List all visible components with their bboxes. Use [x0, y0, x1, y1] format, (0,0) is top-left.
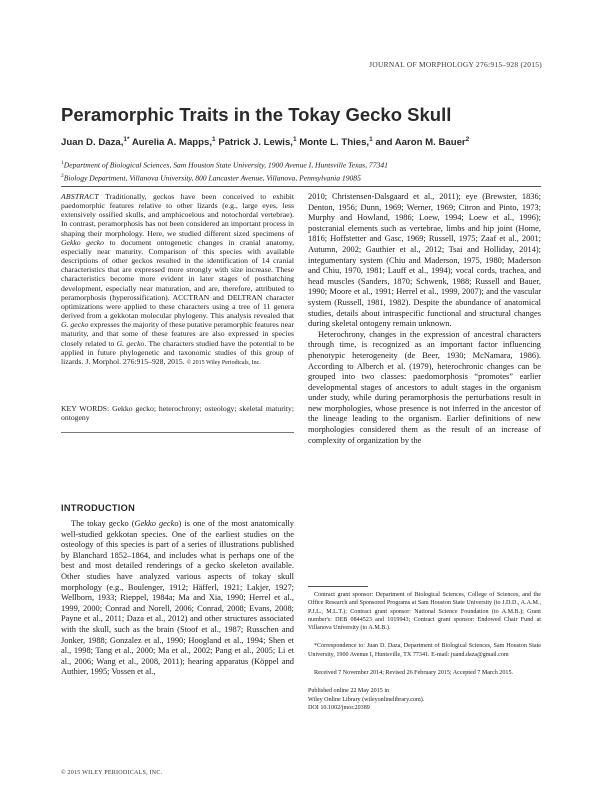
correspondence-footnote: *Correspondence to: Juan D. Daza, Department of Biological Sciences, Sam Houston State University, 1900 Avenue I, Huntsville, TX 77341. E-mail: juand.daza@gmail.com: [308, 643, 541, 658]
author-affiliation-mark: 1*: [123, 136, 130, 143]
affiliation-line: $^1$Department of Biological Sciences, Sam Houston State University, 1900 Avenue I, Huntsville Texas, 77341: [61, 160, 388, 170]
author-name: Patrick J. Lewis,: [218, 137, 293, 149]
author-name: Aurelia A. Mapps,: [131, 137, 213, 149]
footnotes: [308, 591, 541, 712]
abstract-copyright: © 2015 Wiley Periodicals, Inc.: [186, 359, 261, 366]
author-affiliation-mark: 1: [369, 136, 373, 143]
abstract-heading: ABSTRACT: [61, 192, 99, 201]
received-footnote: Received 7 November 2014; Revised 26 February 2015; Accepted 7 March 2015.: [314, 670, 514, 677]
right-column-text: [308, 192, 541, 446]
affiliation-line: $^2$Biology Department, Villanova University, 800 Lancaster Avenue, Villanova, Pennsylvania 19085: [61, 172, 361, 183]
author-list: [61, 136, 469, 148]
abstract: ABSTRACT Traditionally, geckos have been conceived to exhibit paedomorphic features relative to other lizards (e.g., large eyes, less extensively ossified skulls, and amphicoelous and notochordal vertebrae). In contrast, peramorphosis has not been considered an important process in shaping their morphology. Here, we studied different sized specimens of Gekko gecko to document ontogenetic changes in cranial anatomy, especially near maturity. Comparison of this species with available descriptions of other geckos resulted in the identification of 14 cranial characteristics that are expressed more strongly with size increase. These characteristics become more evident in later stages of posthatching development, especially near maturation, and are, therefore, attributed to peramorphosis (hyperossification). ACCTRAN and DELTRAN character optimizations were applied to these characters using a tree of 11 genera derived from a gekkotan molecular phylogeny. This analysis revealed that G. gecko expresses the majority of these putative peramorphic features near maturity, and that some of these features are also expressed in species closely related to G. gecko. The characters studied have the potential to be applied in future phylogenetic and taxonomic studies of this group of lizards. J. Morphol. 276:915–928, 2015. © 2015 Wiley Periodicals, Inc.: [61, 192, 295, 366]
footnote-divider: [308, 586, 368, 587]
paragraph: 2010; Christensen-Dalsgaard et al., 2011); eye (Brewster, 1836; Denton, 1956; Dunn, 1969; Werner, 1969; Citron and Pinto, 1973; Murphy and Howland, 1986; Loew, 1994; Loew et al., 1996); postcranial elements such as vertebrae, limbs and hip joint (Home, 1816; Hoffstetter and Gasc, 1969; Russell, 1975; Zaaf et al., 2001; Autumn, 2002; Gauthier et al., 2012; Tsai and Holliday, 2014); integumentary system (Chiu and Maderson, 1975, 1980; Maderson and Chiu, 1970, 1981; Lauff et al., 1994); vocal cords, trachea, and head muscles (Sanders, 1870; Schwenk, 1988; Russell and Bauer, 1990; Moore et al., 1991; Herrel et al., 1999, 2007); and the vascular system (Russell, 1981, 1982). Despite the abundance of anatomical studies, details about intraspecific functional and structural changes during skeletal ontogeny remain unknown.: [308, 192, 541, 329]
article-title: Peramorphic Traits in the Tokay Gecko Skull: [61, 104, 452, 125]
author-name: and Aaron M. Bauer: [375, 137, 466, 149]
keywords-divider: [61, 432, 294, 433]
author-affiliation-mark: 2: [465, 136, 470, 143]
keywords: KEY WORDS: Gekko gecko; heterochrony; osteology; skeletal maturity; ontogeny: [61, 404, 294, 423]
page-copyright: © 2015 WILEY PERIODICALS, INC.: [61, 770, 163, 776]
paragraph: Heterochrony, changes in the expression of ancestral characters through time, is recognized as an important factor influencing phenotypic heterogeneity (de Beer, 1930; McNamara, 1986). According to Alberch et al. (1979), heterochronic changes can be grouped into two classes: paedomorphosis “promotes” earlier developmental stages of ancestors to adult stages in the organism under study, while during peramorphosis the perturbations result in new morphologies, whose presence is not inferred in the ancestor of the lineage leading to the organism. Earlier definitions of new morphologies considered them as the result of an increase of complexity of organization by the: [308, 329, 541, 445]
doi: DOI 10.1002/jmor.20389: [308, 704, 370, 711]
grant-footnote: Contract grant sponsor: Department of Biological Sciences, College of Sciences, and the Office Research and Sponsored Programs at Sam Houston State University (to J.D.D., A.A.M., P.J.L., M.L.T.); Contract grant sponsor: National Science Foundation (to A.M.B.); Grant number's: DEB 0844523 and 1019943; Contract grant sponsor: Endowed Chair Fund at Villanova University (to A.M.B.).: [308, 592, 541, 632]
section-heading-introduction: INTRODUCTION: [61, 503, 136, 513]
published-footnote: Published online 22 May 2015 in: [308, 688, 390, 695]
published-footnote: Wiley Online Library (wileyonlinelibrary.com).: [308, 696, 425, 703]
introduction-text: The tokay gecko (Gekko gecko) is one of the most anatomically well-studied gekkotan species. One of the earliest studies on the osteology of this species is part of a series of illustrations published by Blanchard 1852–1864, and includes what is perhaps one of the best and most detailed renderings of a gecko skeleton available. Other studies have analyzed various aspects of tokay skull morphology (e.g., Boulenger, 1912; Häfferl, 1921; Lakjer, 1927; Wellborn, 1933; Rieppel, 1984a; Ma and Xia, 1990; Herrel et al., 1999, 2000; Conrad and Norell, 2006; Conrad, 2008; Evans, 2008; Payne et al., 2011; Daza et al., 2012) and other structures associated with the skull, such as the brain (Stoof et al., 1987; Russchen and Jonker, 1988; Gonzalez et al., 1990; Hoogland et al., 1994; Shen et al., 1998; Tang et al., 2000; Ma et al., 2002; Pang et al., 2005; Li et al., 2006; Wang et al., 2008, 2011); hearing apparatus (Köppel and Authier, 1995; Vossen et al.,: [61, 519, 294, 677]
author-name: Monte L. Thies,: [299, 137, 370, 149]
author-affiliation-mark: 1: [292, 136, 297, 143]
running-head: JOURNAL OF MORPHOLOGY 276:915–928 (2015): [369, 60, 542, 69]
affiliations: [61, 158, 541, 183]
header-divider: [61, 186, 541, 187]
author-name: Juan D. Daza,: [61, 137, 124, 149]
author-affiliation-mark: 1: [212, 136, 216, 143]
